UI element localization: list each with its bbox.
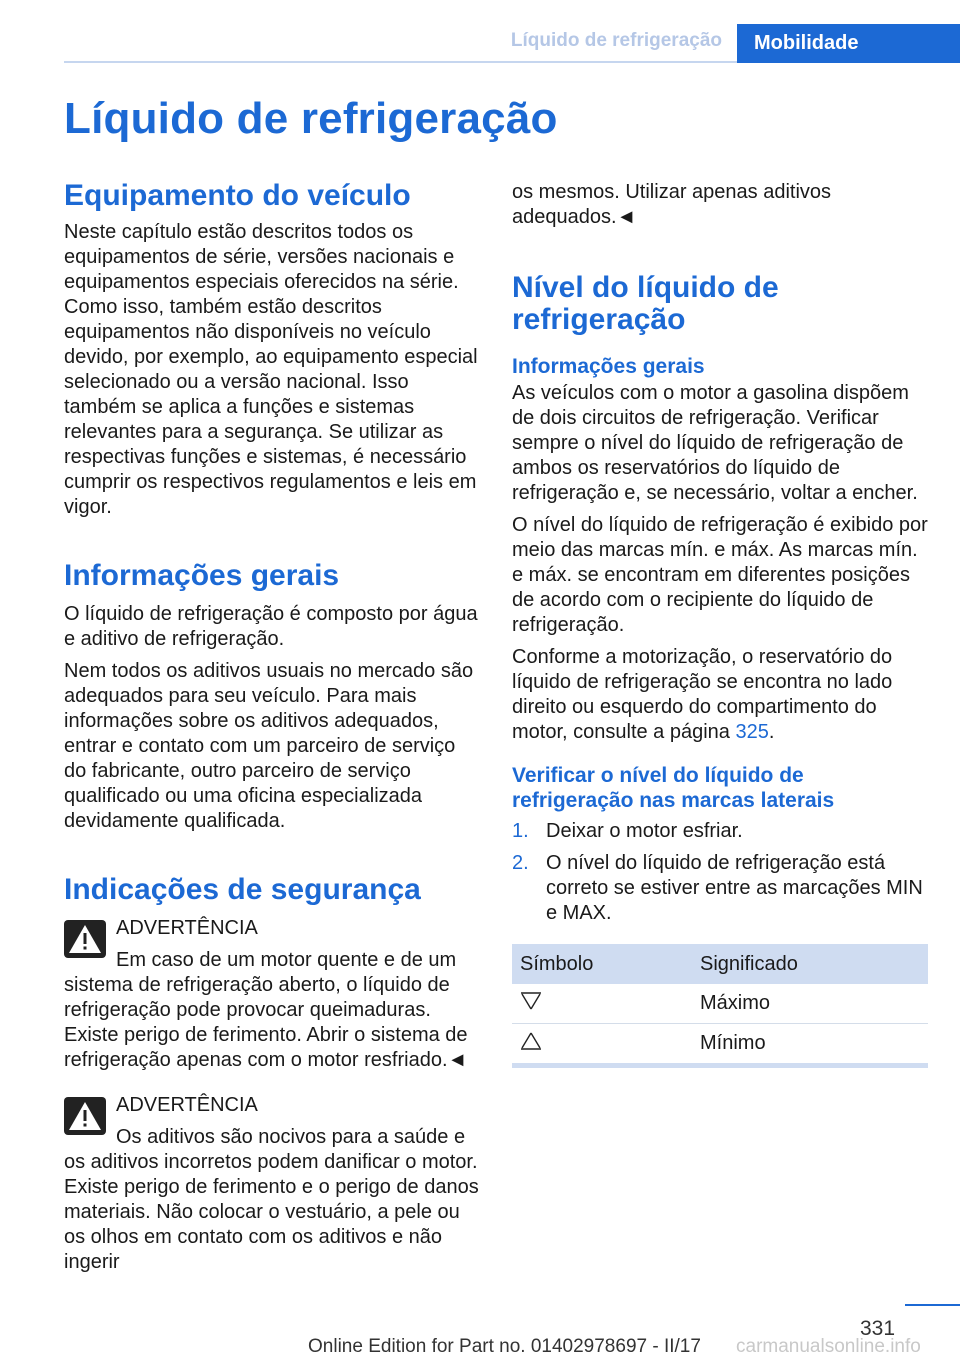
right-column — [512, 180, 930, 1068]
left-column — [64, 180, 480, 1282]
list-item — [512, 851, 930, 926]
table-header-symbol: Símbolo — [512, 944, 692, 984]
page-link[interactable]: 325 — [735, 721, 769, 743]
step-number: 2. — [512, 852, 529, 874]
steps-list — [512, 819, 930, 926]
table-row — [512, 1024, 928, 1064]
step-text: Deixar o motor esfriar. — [546, 820, 743, 842]
general-info-heading: Informações gerais — [64, 559, 340, 592]
level-heading: Nível do líquido de refrigeração — [512, 271, 779, 336]
warning-block-1 — [64, 916, 480, 1073]
symbol-table-wrapper — [512, 944, 930, 1068]
header-chapter-tab: Mobilidade — [737, 24, 960, 63]
warning-text — [64, 1125, 480, 1275]
watermark: carmanualsonline.info — [736, 1336, 921, 1357]
warning-icon — [64, 920, 106, 958]
general-paragraph-3 — [512, 645, 930, 745]
check-subheading: Verificar o nível do líquido de refrigeração nas marcas laterais — [512, 764, 835, 812]
symbol-table — [512, 944, 928, 1063]
warning-rest: sistema de refrigeração aberto, o líquido de refrigeração pode provocar queimaduras. Existe perigo de ferimento. Abrir o sistema de refrigeração apenas com o motor resfriado.◄ — [64, 974, 468, 1071]
footer-rule — [905, 1304, 960, 1306]
warning-rest: os aditivos incorretos podem danificar o motor. Existe perigo de ferimento e o perigo de danos materiais. Não colocar o vestuário, a pele ou os olhos em contato com os aditivos e não ingerir — [64, 1151, 479, 1273]
safety-heading: Indicações de segurança — [64, 873, 421, 906]
edition-text: Online Edition for Part no. 01402978697 - II/17 — [308, 1336, 701, 1357]
list-item — [512, 819, 930, 844]
header-section-title: Líquido de refrigeração — [510, 30, 722, 51]
equipment-text: Neste capítulo estão descritos todos os equipamentos de série, versões nacionais e equipamentos especiais oferecidos na série. Como isso, também estão descritos equipamentos não disponíveis no veículo devido, por exemplo, ao equipamento especial selecionado ou a versão nacional. Isso também se aplica a funções e sistemas relevantes para a segurança. Se utilizar as respectivas funções e sistemas, é necessário cumprir os respectivos regulamentos e leis em vigor. — [64, 221, 478, 518]
warning-icon — [64, 1097, 106, 1135]
table-cell-meaning: Mínimo — [700, 1032, 766, 1054]
general-subheading: Informações gerais — [512, 355, 705, 378]
min-mark-icon — [520, 1031, 542, 1051]
table-header-meaning: Significado — [692, 944, 928, 984]
warning-title: ADVERTÊNCIA — [116, 917, 258, 939]
max-mark-icon — [520, 991, 542, 1011]
table-cell-meaning: Máximo — [692, 984, 928, 1024]
table-cell-symbol — [512, 1024, 692, 1064]
warning-title: ADVERTÊNCIA — [116, 1094, 258, 1116]
table-cell-symbol — [512, 984, 692, 1024]
page-number: 331 — [860, 1317, 896, 1340]
equipment-heading: Equipamento do veículo — [64, 179, 411, 212]
step-number: 1. — [512, 820, 529, 842]
warning-block-2 — [64, 1093, 480, 1275]
general-paragraph-1: As veículos com o motor a gasolina dispõem de dois circuitos de refrigeração. Verificar sempre o nível do líquido de refrigeração de ambos os reservatórios do líquido de refrigeração e, se necessário, voltar a encher. — [512, 382, 918, 504]
step-text: O nível do líquido de refrigeração está correto se estiver entre as marcações MIN e MAX. — [546, 852, 923, 924]
warning-text — [64, 948, 480, 1073]
warning-first-line: Os aditivos são nocivos para a saúde e — [116, 1126, 466, 1148]
general-paragraph-3-text: Conforme a motorização, o reservatório do líquido de refrigeração se encontra no lado direito ou esquerdo do compartimento do motor, consulte a página — [512, 646, 893, 743]
period: . — [768, 721, 775, 743]
continued-text: os mesmos. Utilizar apenas aditivos adequados.◄ — [512, 181, 832, 228]
table-bottom-rule — [512, 1063, 928, 1068]
general-info-paragraph-2: Nem todos os aditivos usuais no mercado são adequados para seu veículo. Para mais informações sobre os aditivos adequados, entrar e contato com um parceiro de serviço do fabricante, outro parceiro de serviço qualificado ou uma oficina especializada devidamente qualificada. — [64, 660, 474, 832]
general-info-paragraph-1: O líquido de refrigeração é composto por água e aditivo de refrigeração. — [64, 603, 478, 650]
table-header-row — [512, 944, 928, 984]
table-row — [512, 984, 928, 1024]
page-title: Líquido de refrigeração — [64, 94, 558, 143]
warning-first-line: Em caso de um motor quente e de um — [116, 949, 457, 971]
general-paragraph-2: O nível do líquido de refrigeração é exibido por meio das marcas mín. e máx. As marcas mín. e máx. se encontram em diferentes posições de acordo com o recipiente do líquido de refrigeração. — [512, 514, 928, 636]
